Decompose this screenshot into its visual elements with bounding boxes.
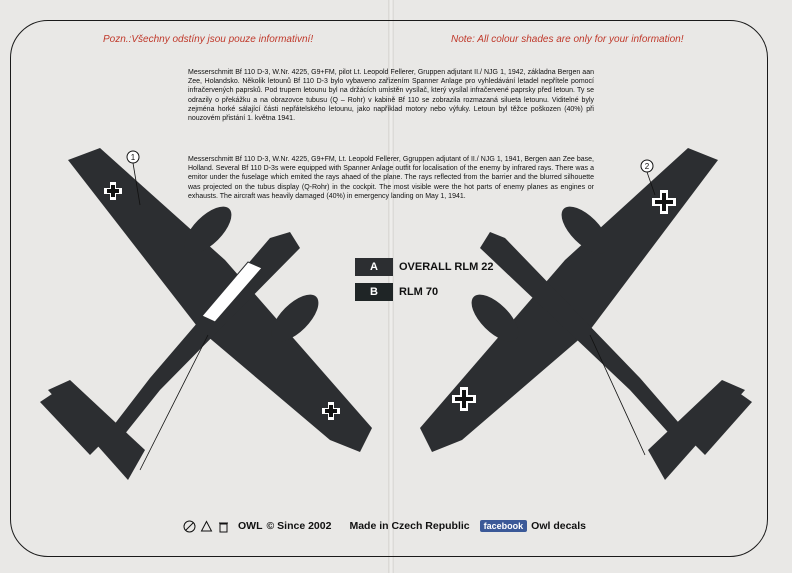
legend-swatch-b: B — [355, 283, 393, 301]
facebook-badge: facebook — [480, 520, 528, 532]
legend-item-a — [355, 257, 494, 277]
legend-label-a: OVERALL RLM 22 — [399, 261, 494, 273]
callout-left: 1 — [130, 153, 136, 162]
no-children-icon — [183, 520, 196, 533]
legend-label-b: RLM 70 — [399, 286, 439, 298]
footer — [183, 516, 613, 536]
footer-made-in: Made in Czech Republic — [349, 520, 470, 532]
footer-icons — [183, 520, 230, 533]
waste-bin-icon — [217, 520, 230, 533]
description-czech: Messerschmitt Bf 110 D-3, W.Nr. 4225, G9+FM, pilot Lt. Leopold Fellerer, Gruppen adjutant II./ NJG 1, 1942, základna Bergen aan Zee, Holandsko. Několik letounů Bf 110 D-3 bylo vybaveno zařízením Spanner Anlage pro vyhledávání letadel nepřítele pomocí infračervených paprsků. Pod trupem letounu byl na držácích umístěn vysílač, který vysílal infračervené paprsky před letoun. Ty se odrazily o překážku a na obrazovce tubusu (Q – Rohr) v kabině Bf 110 se zobrazila rozmazaná silueta letounu. Viditelné byly zejména horké sálající části nepřátelského letounu, jako například motory nebo výfuky. Letoun byl těžce poškozen (40%) při nouzovém přistání 1. května 1941. — [188, 69, 594, 123]
aircraft-top — [420, 148, 752, 480]
callout-right: 2 — [644, 162, 650, 171]
legend-swatch-a: A — [355, 258, 393, 276]
recycle-icon — [200, 520, 213, 533]
footer-owl-decals: Owl decals — [531, 520, 587, 532]
note-czech: Pozn.:Všechny odstíny jsou pouze informativní! — [103, 34, 314, 45]
footer-since: © Since 2002 — [266, 520, 332, 532]
note-english: Note: All colour shades are only for your information! — [451, 34, 684, 45]
footer-brand: OWL — [238, 520, 263, 532]
legend-item-b — [355, 282, 438, 302]
aircraft-underside — [40, 148, 372, 480]
description-english: Messerschmitt Bf 110 D-3, W.Nr. 4225, G9+FM, Lt. Leopold Fellerer, Ggruppen adjutant of II./ NJG 1, 1941, Bergen aan Zee base, Holland. Several Bf 110 D-3s were equipped with Spanner Anlage outfit for localisation of the enemy by infrared rays. There was a emitor under the fuselage which emited the rays ahaed of the plane. The rays reflected from the barrier and the blurred silhouette was projected on the tubus display (Q-Rohr) in the cockpit. The most visible were the hot parts of enemy planes as engines or exhausts. The aircraft was heavily damaged (40%) in emergency landing on May 1, 1941. — [188, 156, 594, 200]
